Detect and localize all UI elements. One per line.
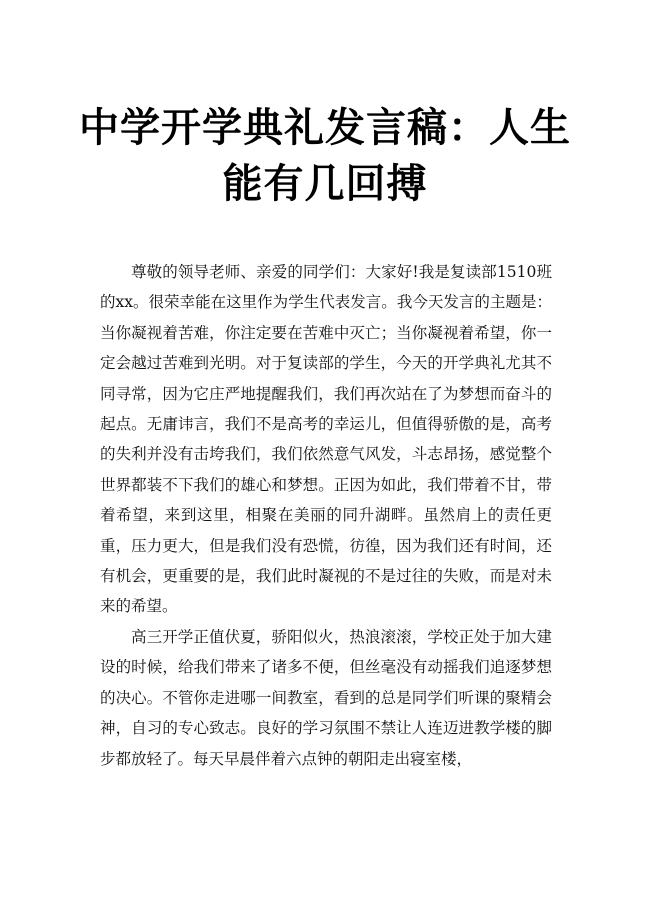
document-body bbox=[100, 257, 552, 774]
paragraph: 尊敬的领导老师、亲爱的同学们：大家好!我是复读部1510班的xx。很荣幸能在这里作为学生代表发言。我今天发言的主题是：当你凝视着苦难，你注定要在苦难中灭亡；当你凝视着希望，你一定会越过苦难到光明。对于复读部的学生，今天的开学典礼尤其不同寻常，因为它庄严地提醒我们，我们再次站在了为梦想而奋斗的起点。无庸讳言，我们不是高考的幸运儿，但值得骄傲的是，高考的失利并没有击垮我们，我们依然意气风发，斗志昂扬，感觉整个世界都装不下我们的雄心和梦想。正因为如此，我们带着不甘，带着希望，来到这里，相聚在美丽的同升湖畔。虽然肩上的责任更重，压力更大，但是我们没有恐慌，彷徨，因为我们还有时间，还有机会，更重要的是，我们此时凝视的不是过往的失败，而是对未来的希望。 bbox=[100, 263, 552, 616]
paragraph: 高三开学正值伏夏，骄阳似火，热浪滚滚，学校正处于加大建设的时候，给我们带来了诸多不便，但丝毫没有动摇我们追逐梦想的决心。不管你走进哪一间教室，看到的总是同学们听课的聚精会神，自习的专心致志。良好的学习氛围不禁让人连迈进教学楼的脚步都放轻了。每天早晨伴着六点钟的朝阳走出寝室楼， bbox=[100, 627, 552, 768]
document-title: 中学开学典礼发言稿：人生能有几回搏 bbox=[79, 105, 571, 207]
